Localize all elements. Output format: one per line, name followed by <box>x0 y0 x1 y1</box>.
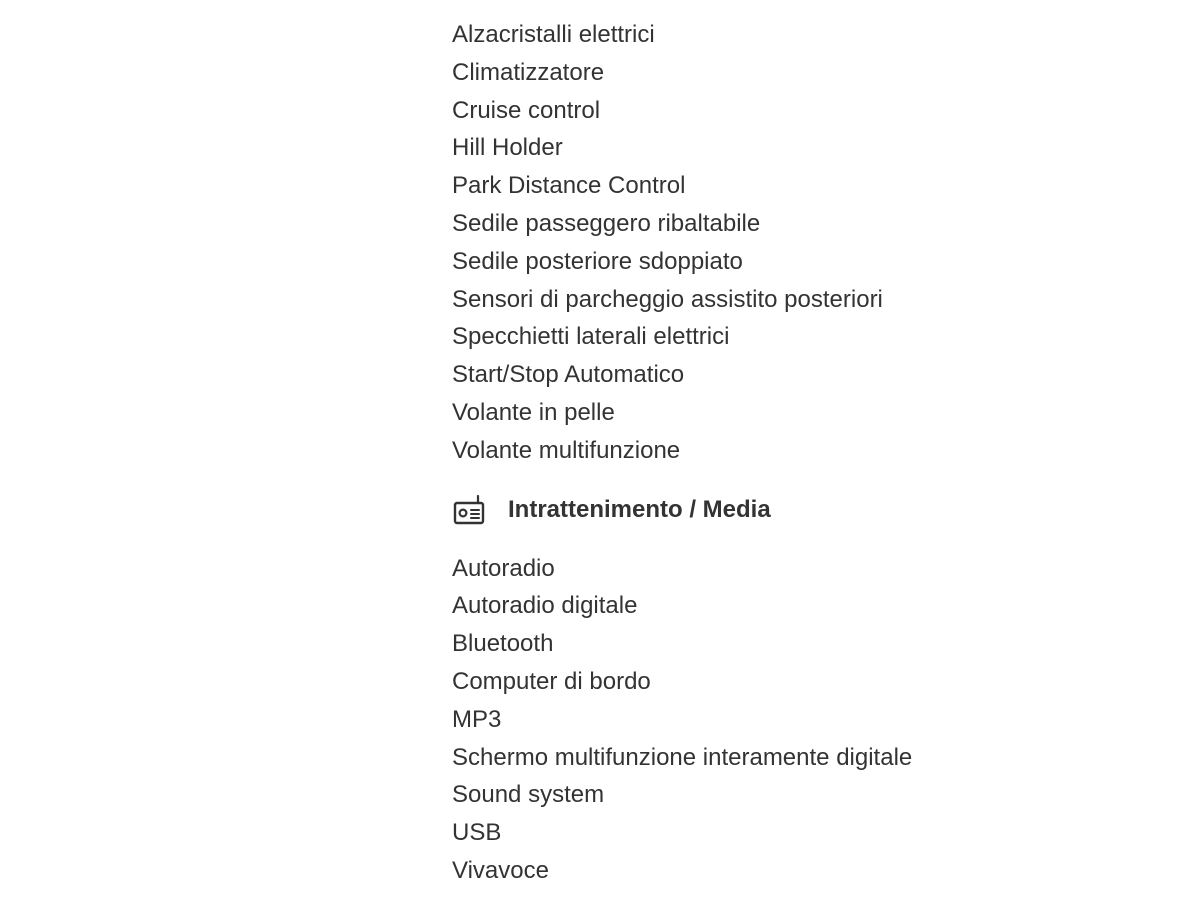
feature-item: Volante in pelle <box>452 398 615 426</box>
feature-item: Park Distance Control <box>452 172 686 200</box>
equipment-content <box>452 16 1172 890</box>
feature-item: MP3 <box>452 705 502 733</box>
feature-item: Sensori di parcheggio assistito posteriori <box>452 285 883 313</box>
feature-item: Volante multifunzione <box>452 436 681 464</box>
radio-icon <box>452 493 486 527</box>
media-feature-list <box>452 550 1172 890</box>
feature-item: Vivavoce <box>452 856 549 884</box>
feature-item: Sedile passeggero ribaltabile <box>452 209 761 237</box>
feature-item: Sound system <box>452 781 605 809</box>
feature-item: Specchietti laterali elettrici <box>452 323 730 351</box>
feature-item: Alzacristalli elettrici <box>452 21 655 48</box>
feature-item: Start/Stop Automatico <box>452 361 685 389</box>
feature-item: Cruise control <box>452 96 601 124</box>
feature-item: Hill Holder <box>452 134 563 162</box>
feature-item: Schermo multifunzione interamente digitale <box>452 743 913 771</box>
section-title: Intrattenimento / Media <box>508 495 771 523</box>
feature-item: Bluetooth <box>452 630 554 658</box>
feature-item: Computer di bordo <box>452 667 651 695</box>
feature-item: Autoradio <box>452 554 555 582</box>
feature-item: Sedile posteriore sdoppiato <box>452 247 743 275</box>
media-section-header <box>452 482 1172 538</box>
feature-item: Autoradio digitale <box>452 592 638 620</box>
comfort-feature-list <box>452 16 1172 470</box>
feature-item: USB <box>452 819 502 847</box>
feature-item: Climatizzatore <box>452 58 605 86</box>
